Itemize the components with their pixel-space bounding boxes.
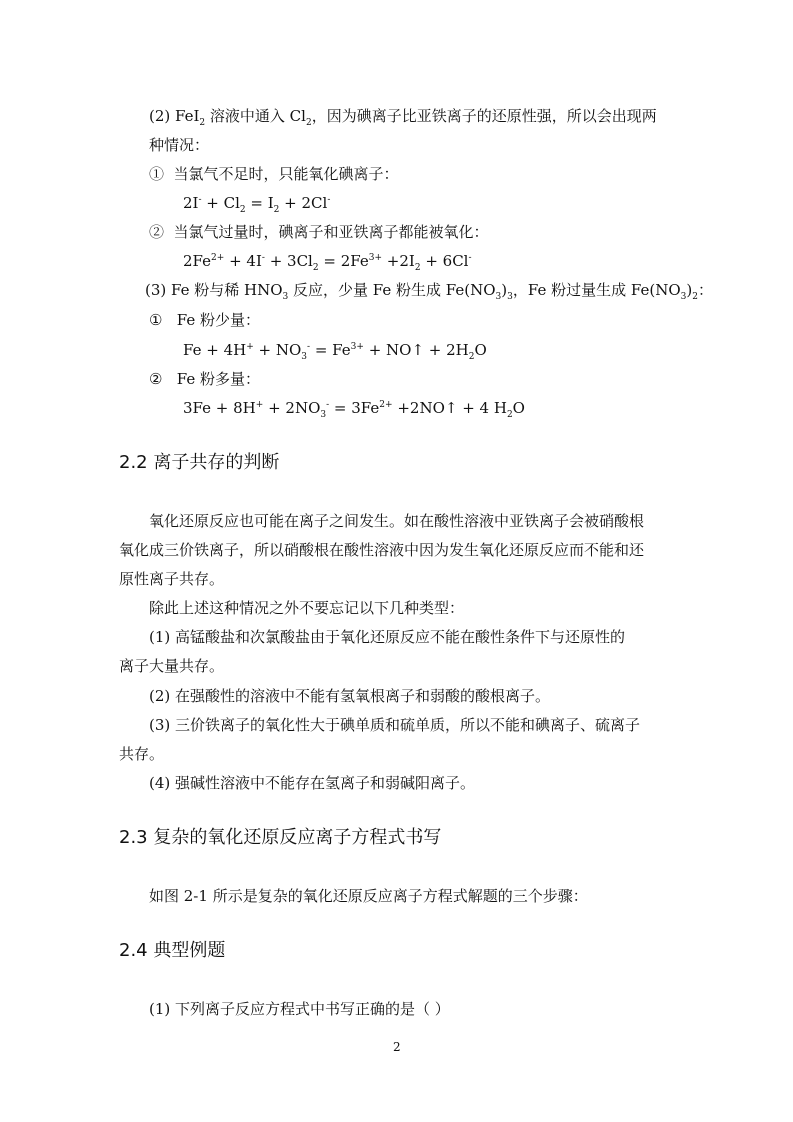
- page-number: 2: [393, 1040, 401, 1054]
- paragraph-line: 氧化还原反应也可能在离子之间发生。如在酸性溶液中亚铁离子会被硝酸根: [149, 512, 645, 530]
- equation-3: $Fe + 4H^+ + NO_3^- = Fe^{3+}$ + NO↑ + $2H_2O$: [183, 341, 487, 362]
- paragraph-line: 氧化成三价铁离子，所以硝酸根在酸性溶液中因为发生氧化还原反应而不能和还: [119, 541, 645, 559]
- equation-1: $2I^- + Cl_2 = I_2 + 2Cl^-$: [183, 194, 331, 215]
- section-2-3-heading: 2.3 复杂的氧化还原反应离子方程式书写: [119, 827, 442, 848]
- paragraph-line: 如图 2-1 所示是复杂的氧化还原反应离子方程式解题的三个步骤：: [149, 887, 588, 905]
- fei2-case-line-1: (2) FeI$_2$ 溶液中通入 $Cl_2$，因为碘离子比亚铁离子的还原性强，所以会出现两: [149, 107, 657, 128]
- equation-4: $3Fe + 8H^+ + 2NO_3^- = 3Fe^{2+}$ +2NO↑ + 4 $H_2O$: [183, 399, 525, 420]
- fei2-case-a: ① 当氯气不足时，只能氧化碘离子：: [149, 165, 399, 183]
- fei2-case-line-2: 种情况：: [149, 136, 210, 154]
- equation-2: $2Fe^{2+} + 4I^- + 3Cl_2 = 2Fe^{3+} +2I_2 + 6Cl^-$: [183, 252, 472, 273]
- list-item-2: (2) 在强酸性的溶液中不能有氢氧根离子和弱酸的酸根离子。: [149, 687, 551, 705]
- fe-hno3-line: (3) Fe 粉与稀 $HNO_3$ 反应，少量 Fe 粉生成 $Fe(NO_3)_3$，Fe 粉过量生成 $Fe(NO_3)_2$：: [145, 281, 713, 302]
- fe-case-b: ② Fe 粉多量：: [149, 370, 260, 388]
- fe-case-a: ① Fe 粉少量：: [149, 311, 260, 329]
- list-item-1-cont: 离子大量共存。: [119, 657, 225, 675]
- paragraph-line: 原性离子共存。: [119, 570, 225, 588]
- list-item-4: (4) 强碱性溶液中不能存在氢离子和弱碱阳离子。: [149, 774, 476, 792]
- section-2-4-heading: 2.4 典型例题: [119, 940, 226, 961]
- fei2-case-b: ② 当氯气过量时，碘离子和亚铁离子都能被氧化：: [149, 223, 489, 241]
- list-item-1: (1) 高锰酸盐和次氯酸盐由于氧化还原反应不能在酸性条件下与还原性的: [149, 628, 626, 646]
- question-1: (1) 下列离子反应方程式中书写正确的是（ ）: [149, 1000, 450, 1018]
- section-2-2-heading: 2.2 离子共存的判断: [119, 452, 280, 473]
- list-item-3: (3) 三价铁离子的氧化性大于碘单质和硫单质，所以不能和碘离子、硫离子: [149, 716, 641, 734]
- paragraph-line: 除此上述这种情况之外不要忘记以下几种类型：: [149, 599, 465, 617]
- list-item-3-cont: 共存。: [119, 745, 165, 763]
